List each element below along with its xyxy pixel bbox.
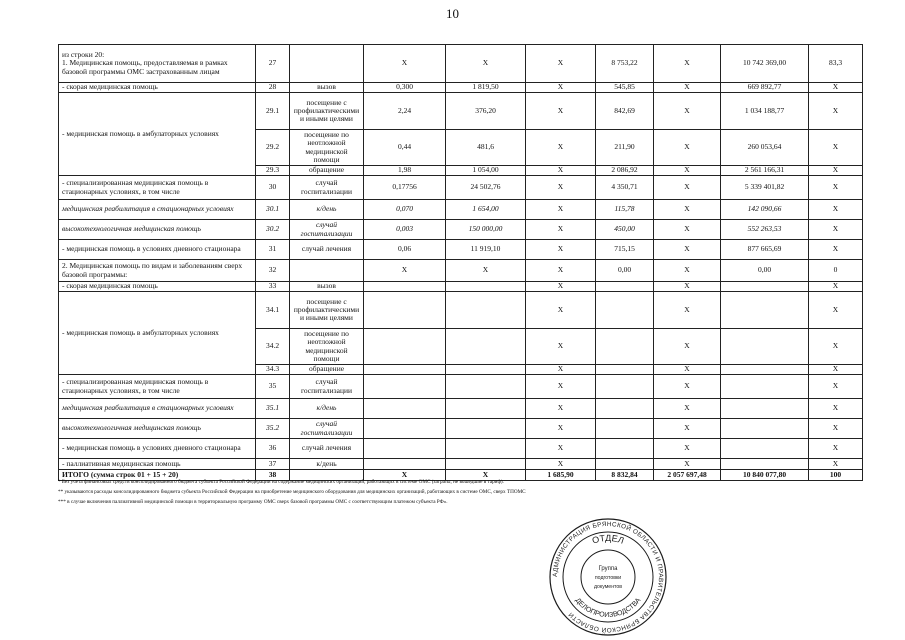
value-cell: 450,00 [596, 220, 654, 240]
value-cell [596, 375, 654, 399]
value-cell: X [526, 45, 596, 83]
line-number-cell: 28 [256, 83, 290, 93]
value-cell: 211,90 [596, 130, 654, 166]
unit-cell: посещение с профилактическими и иными целями [290, 93, 364, 130]
table-row [59, 176, 863, 200]
value-cell: X [654, 260, 721, 282]
value-cell: X [654, 459, 721, 470]
value-cell: X [654, 375, 721, 399]
line-number-cell: 35.1 [256, 399, 290, 419]
footnote-2: ** указываются расходы консолидированного бюджета субъекта Российской Федерации на приобретение медицинского оборудования для медицинских организаций, работающих в системе ОМС, сверх ТПОМС [58, 488, 526, 495]
value-cell: X [526, 83, 596, 93]
value-cell: 2 057 697,48 [654, 470, 721, 481]
value-cell: X [654, 93, 721, 130]
value-cell [364, 292, 446, 329]
row-name-cell: - паллиативная медицинская помощь [59, 459, 256, 470]
value-cell: X [809, 83, 863, 93]
row-name-cell: высокотехнологичная медицинская помощь [59, 220, 256, 240]
value-cell: X [446, 260, 526, 282]
value-cell: X [809, 459, 863, 470]
value-cell: X [526, 459, 596, 470]
value-cell: 2 086,92 [596, 166, 654, 176]
value-cell [446, 459, 526, 470]
line-number-cell: 34.3 [256, 365, 290, 375]
value-cell: 260 053,64 [721, 130, 809, 166]
row-name-cell: - медицинская помощь в амбулаторных условиях [59, 292, 256, 375]
stamp-line-1: ОТДЕЛ [590, 532, 626, 546]
unit-cell: к/день [290, 459, 364, 470]
value-cell: 11 919,10 [446, 240, 526, 260]
line-number-cell: 35 [256, 375, 290, 399]
value-cell [446, 365, 526, 375]
unit-cell: к/день [290, 200, 364, 220]
value-cell: 0,44 [364, 130, 446, 166]
value-cell: 0,00 [721, 260, 809, 282]
value-cell [446, 399, 526, 419]
value-cell: 8 753,22 [596, 45, 654, 83]
value-cell: X [809, 365, 863, 375]
value-cell [364, 439, 446, 459]
value-cell: 142 090,66 [721, 200, 809, 220]
value-cell: 0,06 [364, 240, 446, 260]
value-cell: X [809, 329, 863, 365]
line-number-cell: 30 [256, 176, 290, 200]
value-cell: X [809, 439, 863, 459]
line-number-cell: 37 [256, 459, 290, 470]
value-cell: 842,69 [596, 93, 654, 130]
table-row [59, 220, 863, 240]
value-cell: X [809, 292, 863, 329]
unit-cell [290, 45, 364, 83]
value-cell: X [654, 83, 721, 93]
value-cell: 150 000,00 [446, 220, 526, 240]
value-cell: X [364, 45, 446, 83]
unit-cell: вызов [290, 282, 364, 292]
value-cell: 115,78 [596, 200, 654, 220]
line-number-cell: 29.3 [256, 166, 290, 176]
value-cell: X [654, 200, 721, 220]
value-cell: X [526, 240, 596, 260]
table-row [59, 93, 863, 130]
unit-cell: случай госпитализации [290, 419, 364, 439]
value-cell [446, 419, 526, 439]
value-cell: 8 832,84 [596, 470, 654, 481]
value-cell: X [654, 292, 721, 329]
value-cell: X [364, 260, 446, 282]
table-row [59, 439, 863, 459]
table-row [59, 260, 863, 282]
row-name-cell: ИТОГО (сумма строк 01 + 15 + 20) [59, 470, 256, 481]
value-cell: X [526, 200, 596, 220]
value-cell: 1,98 [364, 166, 446, 176]
page-number: 10 [446, 6, 459, 21]
value-cell [721, 439, 809, 459]
value-cell: 0,00 [596, 260, 654, 282]
stamp-line-2: ДЕЛОПРОИЗВОДСТВА [573, 596, 643, 620]
unit-cell: к/день [290, 399, 364, 419]
value-cell: X [526, 375, 596, 399]
value-cell: X [654, 220, 721, 240]
value-cell: X [654, 166, 721, 176]
table-row [59, 83, 863, 93]
value-cell: X [809, 220, 863, 240]
table-row [59, 292, 863, 329]
value-cell: 5 339 401,82 [721, 176, 809, 200]
value-cell: X [526, 292, 596, 329]
unit-cell: обращение [290, 166, 364, 176]
stamp-ring-text: АДМИНИСТРАЦИЯ БРЯНСКОЙ ОБЛАСТИ И ПРАВИТЕЛЬСТВА БРЯНСКОЙ ОБЛАСТИ [551, 520, 665, 634]
line-number-cell: 31 [256, 240, 290, 260]
value-cell [596, 282, 654, 292]
footnote-1: * Без учета финансовых средств консолидированного бюджета субъекта Российской Федерации на содержание медицинских организаций, работающих в системе ОМС (затраты, не вошедшие в тариф). [58, 479, 504, 485]
value-cell [721, 459, 809, 470]
unit-cell: посещение по неотложной медицинской помощи [290, 329, 364, 365]
unit-cell: случай госпитализации [290, 220, 364, 240]
row-name-cell: - специализированная медицинская помощь в стационарных условиях, в том числе [59, 375, 256, 399]
table-row [59, 375, 863, 399]
value-cell: X [526, 130, 596, 166]
value-cell: X [654, 240, 721, 260]
row-name-cell: - скорая медицинская помощь [59, 83, 256, 93]
value-cell: 1 034 188,77 [721, 93, 809, 130]
value-cell: 715,15 [596, 240, 654, 260]
value-cell [596, 399, 654, 419]
unit-cell: случай лечения [290, 240, 364, 260]
value-cell [364, 419, 446, 439]
value-cell: X [446, 470, 526, 481]
value-cell: X [654, 419, 721, 439]
value-cell: X [809, 282, 863, 292]
table-row [59, 200, 863, 220]
value-cell: X [526, 329, 596, 365]
value-cell [721, 282, 809, 292]
value-cell [364, 399, 446, 419]
value-cell [596, 365, 654, 375]
value-cell: X [809, 399, 863, 419]
value-cell: 10 742 369,00 [721, 45, 809, 83]
value-cell: X [809, 375, 863, 399]
row-name-cell: - медицинская помощь в условиях дневного стационара [59, 240, 256, 260]
value-cell: 24 502,76 [446, 176, 526, 200]
value-cell [446, 375, 526, 399]
value-cell [596, 292, 654, 329]
row-name-cell: - скорая медицинская помощь [59, 282, 256, 292]
line-number-cell: 30.1 [256, 200, 290, 220]
value-cell [364, 329, 446, 365]
row-name-cell: 2. Медицинская помощь по видам и заболеваниям сверх базовой программы: [59, 260, 256, 282]
value-cell [596, 439, 654, 459]
value-cell: 2 561 166,31 [721, 166, 809, 176]
unit-cell: посещение по неотложной медицинской помощи [290, 130, 364, 166]
value-cell [721, 292, 809, 329]
value-cell: 2,24 [364, 93, 446, 130]
unit-cell: посещение с профилактическими и иными целями [290, 292, 364, 329]
unit-cell: случай лечения [290, 439, 364, 459]
value-cell: 10 840 077,80 [721, 470, 809, 481]
value-cell: X [654, 399, 721, 419]
svg-text:ДЕЛОПРОИЗВОДСТВА [574, 597, 643, 619]
value-cell [446, 282, 526, 292]
value-cell: X [809, 200, 863, 220]
row-name-cell: - медицинская помощь в условиях дневного стационара [59, 439, 256, 459]
row-name-cell: - медицинская помощь в амбулаторных условиях [59, 93, 256, 176]
value-cell: X [526, 93, 596, 130]
cost-table [58, 44, 863, 481]
value-cell: 83,3 [809, 45, 863, 83]
footnote-3: *** в случае включения паллиативной медицинской помощи в территориальную программу ОМС сверх базовой программы ОМС с соответствующим платежом субъекта РФ». [58, 498, 448, 505]
value-cell: X [526, 282, 596, 292]
value-cell [596, 419, 654, 439]
unit-cell: обращение [290, 365, 364, 375]
value-cell: 877 665,69 [721, 240, 809, 260]
stamp-inner-2: подготовки [594, 575, 622, 581]
row-name-cell: высокотехнологичная медицинская помощь [59, 419, 256, 439]
value-cell [364, 282, 446, 292]
value-cell: 0,300 [364, 83, 446, 93]
value-cell: X [526, 419, 596, 439]
value-cell [364, 365, 446, 375]
value-cell: X [364, 470, 446, 481]
line-number-cell: 29.1 [256, 93, 290, 130]
value-cell: 552 263,53 [721, 220, 809, 240]
row-name-cell: - специализированная медицинская помощь в стационарных условиях, в том числе [59, 176, 256, 200]
svg-text:ОТДЕЛ [591, 533, 626, 546]
value-cell: 0,17756 [364, 176, 446, 200]
line-number-cell: 35.2 [256, 419, 290, 439]
value-cell: X [654, 282, 721, 292]
value-cell: X [809, 166, 863, 176]
line-number-cell: 33 [256, 282, 290, 292]
stamp-inner-1: Группа [598, 566, 618, 572]
value-cell [596, 459, 654, 470]
value-cell: 376,20 [446, 93, 526, 130]
value-cell: X [526, 166, 596, 176]
value-cell: 4 350,71 [596, 176, 654, 200]
line-number-cell: 36 [256, 439, 290, 459]
stamp-inner-3: документов [593, 584, 623, 590]
table-row [59, 459, 863, 470]
table-row [59, 419, 863, 439]
row-name-cell: из строки 20: 1. Медицинская помощь, предоставляемая в рамках базовой программы ОМС застрахованным лицам [59, 45, 256, 83]
value-cell: X [809, 240, 863, 260]
table-row [59, 45, 863, 83]
value-cell [364, 375, 446, 399]
value-cell: X [526, 439, 596, 459]
unit-cell: случай госпитализации [290, 375, 364, 399]
office-stamp [548, 517, 668, 637]
value-cell: X [809, 130, 863, 166]
value-cell: 669 892,77 [721, 83, 809, 93]
value-cell: X [654, 365, 721, 375]
line-number-cell: 30.2 [256, 220, 290, 240]
value-cell: X [526, 176, 596, 200]
value-cell: X [654, 329, 721, 365]
value-cell: 0 [809, 260, 863, 282]
line-number-cell: 29.2 [256, 130, 290, 166]
value-cell: X [809, 419, 863, 439]
value-cell [446, 329, 526, 365]
value-cell: X [526, 365, 596, 375]
value-cell: X [526, 399, 596, 419]
value-cell: X [654, 130, 721, 166]
table-row [59, 282, 863, 292]
line-number-cell: 34.2 [256, 329, 290, 365]
value-cell [446, 439, 526, 459]
value-cell: 1 819,50 [446, 83, 526, 93]
value-cell [721, 419, 809, 439]
value-cell: X [526, 260, 596, 282]
table-row [59, 399, 863, 419]
value-cell: X [526, 220, 596, 240]
value-cell [721, 329, 809, 365]
value-cell: 1 054,00 [446, 166, 526, 176]
value-cell: 481,6 [446, 130, 526, 166]
value-cell [446, 292, 526, 329]
footnotes [58, 478, 798, 508]
value-cell: 100 [809, 470, 863, 481]
value-cell [364, 459, 446, 470]
line-number-cell: 34.1 [256, 292, 290, 329]
value-cell: 0,003 [364, 220, 446, 240]
value-cell: X [446, 45, 526, 83]
value-cell: X [654, 45, 721, 83]
unit-cell: вызов [290, 83, 364, 93]
row-name-cell: медицинская реабилитация в стационарных условиях [59, 399, 256, 419]
line-number-cell: 38 [256, 470, 290, 481]
value-cell: 1 654,00 [446, 200, 526, 220]
value-cell: 1 685,90 [526, 470, 596, 481]
value-cell: X [654, 439, 721, 459]
table-row [59, 240, 863, 260]
value-cell [721, 399, 809, 419]
value-cell: 545,85 [596, 83, 654, 93]
line-number-cell: 27 [256, 45, 290, 83]
value-cell: 0,070 [364, 200, 446, 220]
unit-cell [290, 260, 364, 282]
value-cell [721, 375, 809, 399]
line-number-cell: 32 [256, 260, 290, 282]
value-cell [721, 365, 809, 375]
row-name-cell: медицинская реабилитация в стационарных условиях [59, 200, 256, 220]
value-cell: X [809, 176, 863, 200]
value-cell [596, 329, 654, 365]
value-cell: X [654, 176, 721, 200]
unit-cell: случай госпитализации [290, 176, 364, 200]
value-cell: X [809, 93, 863, 130]
